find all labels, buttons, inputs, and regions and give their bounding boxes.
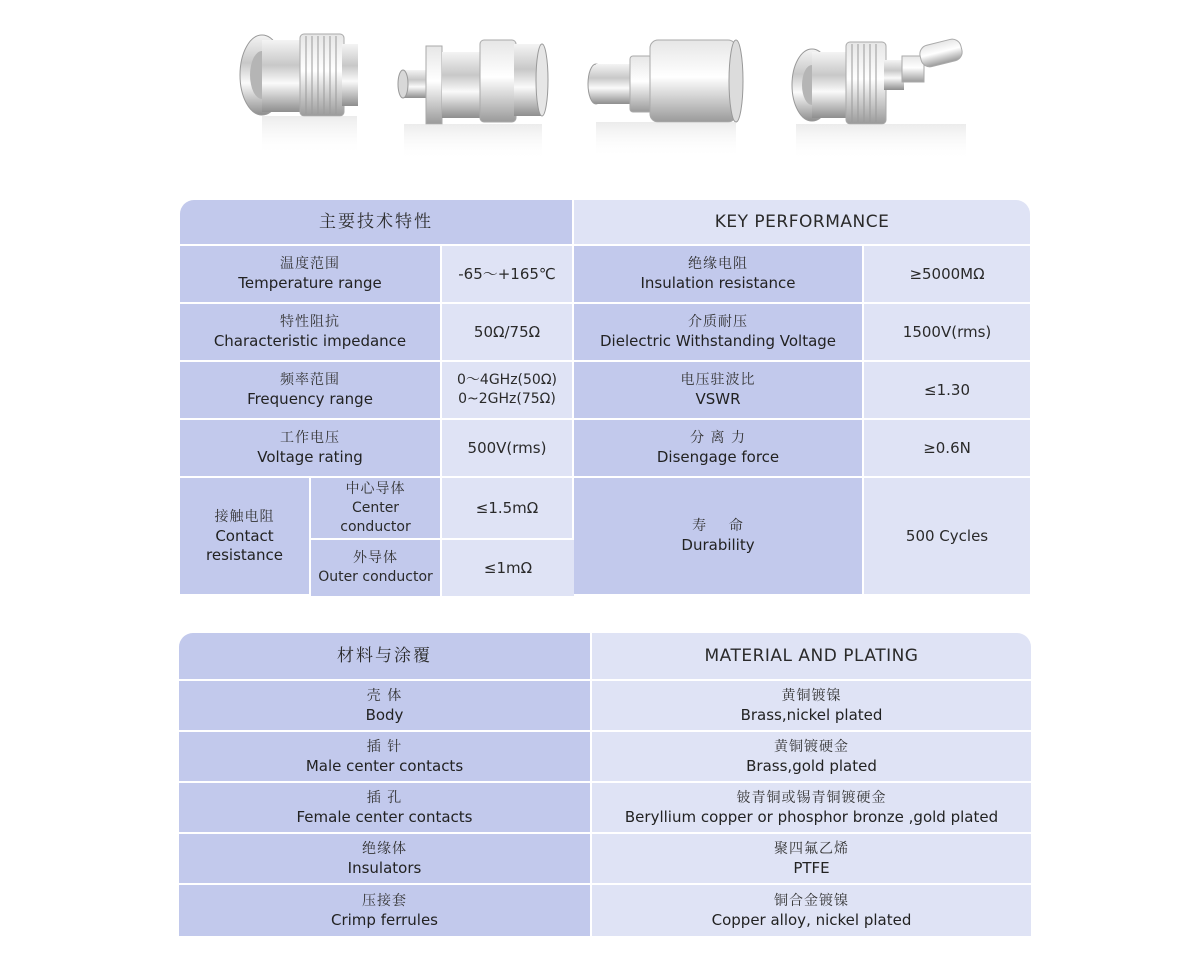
material-value-cell bbox=[592, 885, 1031, 936]
spec-label-en: Center conductor bbox=[340, 499, 411, 535]
spec-label-cn: 分 离 力 bbox=[690, 430, 746, 446]
part-name-en: Female center contacts bbox=[296, 807, 473, 826]
material-value-cell bbox=[592, 783, 1031, 834]
spec-label-cn: 工作电压 bbox=[280, 430, 340, 446]
material-part-cell bbox=[179, 783, 592, 834]
part-name-cn: 压接套 bbox=[362, 892, 407, 909]
spec-value: 0~2GHz(75Ω) bbox=[458, 391, 556, 407]
bnc-bulkhead-connector-image bbox=[398, 40, 548, 160]
bnc-crimp-connector-kit-image bbox=[792, 37, 966, 160]
material-en: PTFE bbox=[793, 858, 830, 877]
spec-label-en: Characteristic impedance bbox=[213, 332, 407, 350]
spec-label-cn: 介质耐压 bbox=[688, 314, 749, 330]
spec-label-en: Temperature range bbox=[238, 274, 382, 292]
spec-label-en: Durability bbox=[681, 536, 755, 554]
spec-value: ≤1mΩ bbox=[442, 540, 574, 596]
spec-label-cell bbox=[574, 478, 864, 596]
spec-label-cn: 中心导体 bbox=[345, 480, 406, 497]
material-part-cell bbox=[179, 681, 592, 732]
material-header-row bbox=[179, 633, 1031, 681]
material-part-cell bbox=[179, 834, 592, 885]
part-name-en: Male center contacts bbox=[305, 756, 464, 775]
spec-sublabel-cell bbox=[311, 478, 442, 540]
spec-value: ≤1.5mΩ bbox=[442, 478, 574, 540]
spec-value: ≥5000MΩ bbox=[864, 246, 1030, 304]
spec-value: ≤1.30 bbox=[864, 362, 1030, 420]
spec-label-cell bbox=[180, 304, 442, 362]
material-cn: 铍青铜或锡青铜镀硬金 bbox=[736, 789, 887, 806]
bnc-male-connector-image bbox=[240, 34, 358, 156]
part-name-en: Crimp ferrules bbox=[330, 910, 438, 929]
spec-label-en: Insulation resistance bbox=[640, 274, 796, 292]
bnc-long-body-connector-image bbox=[588, 40, 743, 158]
material-header-cn: 材料与涂覆 bbox=[179, 633, 592, 681]
spec-label-cn: 特性阻抗 bbox=[280, 314, 340, 330]
spec-label-cn: 电压驻波比 bbox=[680, 372, 756, 388]
table-row bbox=[179, 834, 1031, 885]
material-header-en: MATERIAL AND PLATING bbox=[592, 633, 1031, 681]
material-en: Beryllium copper or phosphor bronze ,gold plated bbox=[624, 807, 999, 826]
part-name-cn: 绝缘体 bbox=[362, 840, 407, 857]
spec-label-cn: 接触电阻 bbox=[214, 508, 275, 525]
spec-label-en: VSWR bbox=[695, 390, 741, 408]
spec-label-cell bbox=[574, 362, 864, 420]
product-images bbox=[0, 0, 1200, 175]
spec-label-cn: 温度范围 bbox=[280, 256, 340, 272]
material-part-cell bbox=[179, 885, 592, 936]
material-en: Copper alloy, nickel plated bbox=[711, 910, 912, 929]
table-row bbox=[179, 885, 1031, 936]
spec-label-cell bbox=[180, 362, 442, 420]
material-cn: 黄铜镀硬金 bbox=[774, 738, 849, 755]
table-row bbox=[179, 732, 1031, 783]
performance-header-cn: 主要技术特性 bbox=[180, 200, 574, 246]
spec-label-cell bbox=[574, 420, 864, 478]
performance-header-en: KEY PERFORMANCE bbox=[574, 200, 1030, 246]
spec-label-cn: 绝缘电阻 bbox=[688, 256, 749, 272]
part-name-cn: 壳 体 bbox=[366, 687, 403, 704]
spec-label-en: Disengage force bbox=[656, 448, 780, 466]
material-value-cell bbox=[592, 681, 1031, 732]
table-row bbox=[180, 420, 1030, 478]
spec-label-cell bbox=[574, 304, 864, 362]
material-en: Brass,nickel plated bbox=[740, 705, 883, 724]
material-value-cell bbox=[592, 732, 1031, 783]
material-cn: 铜合金镀镍 bbox=[774, 892, 849, 909]
spec-value: 500V(rms) bbox=[442, 420, 574, 478]
key-performance-table bbox=[180, 200, 1030, 596]
spec-label-en: Outer conductor bbox=[318, 569, 433, 585]
table-row bbox=[180, 362, 1030, 420]
part-name-en: Body bbox=[365, 705, 404, 724]
spec-label-cell bbox=[574, 246, 864, 304]
material-cn: 聚四氟乙烯 bbox=[774, 840, 849, 857]
spec-label-en: resistance bbox=[206, 545, 283, 564]
spec-value: 1500V(rms) bbox=[864, 304, 1030, 362]
spec-label-cn: 外导体 bbox=[353, 550, 398, 566]
spec-value-cell bbox=[442, 362, 574, 420]
material-cn: 黄铜镀镍 bbox=[781, 687, 842, 704]
spec-label-cn: 寿 命 bbox=[692, 518, 744, 534]
material-plating-table bbox=[179, 633, 1031, 936]
spec-label-cn: 频率范围 bbox=[280, 372, 340, 388]
material-value-cell bbox=[592, 834, 1031, 885]
part-name-cn: 插 孔 bbox=[366, 789, 403, 806]
spec-label-en: Frequency range bbox=[247, 390, 373, 408]
contact-resistance-label bbox=[180, 478, 311, 596]
table-row bbox=[180, 304, 1030, 362]
material-part-cell bbox=[179, 732, 592, 783]
spec-label-en: Voltage rating bbox=[257, 448, 363, 466]
spec-sublabel-cell bbox=[311, 540, 442, 596]
spec-label-cell bbox=[180, 420, 442, 478]
table-row bbox=[180, 478, 1030, 540]
spec-value: 0～4GHz(50Ω) bbox=[457, 372, 557, 388]
part-name-cn: 插 针 bbox=[366, 738, 403, 755]
spec-value: -65～+165℃ bbox=[442, 246, 574, 304]
table-row bbox=[179, 783, 1031, 834]
performance-header-row bbox=[180, 200, 1030, 246]
spec-value: ≥0.6N bbox=[864, 420, 1030, 478]
spec-label-cell bbox=[180, 246, 442, 304]
table-row bbox=[179, 681, 1031, 732]
material-en: Brass,gold plated bbox=[746, 756, 877, 775]
spec-label-en: Dielectric Withstanding Voltage bbox=[600, 332, 837, 350]
spec-value: 50Ω/75Ω bbox=[442, 304, 574, 362]
part-name-en: Insulators bbox=[347, 858, 422, 877]
table-row bbox=[180, 246, 1030, 304]
spec-label-en: Contact bbox=[215, 526, 274, 545]
spec-value: 500 Cycles bbox=[864, 478, 1030, 596]
